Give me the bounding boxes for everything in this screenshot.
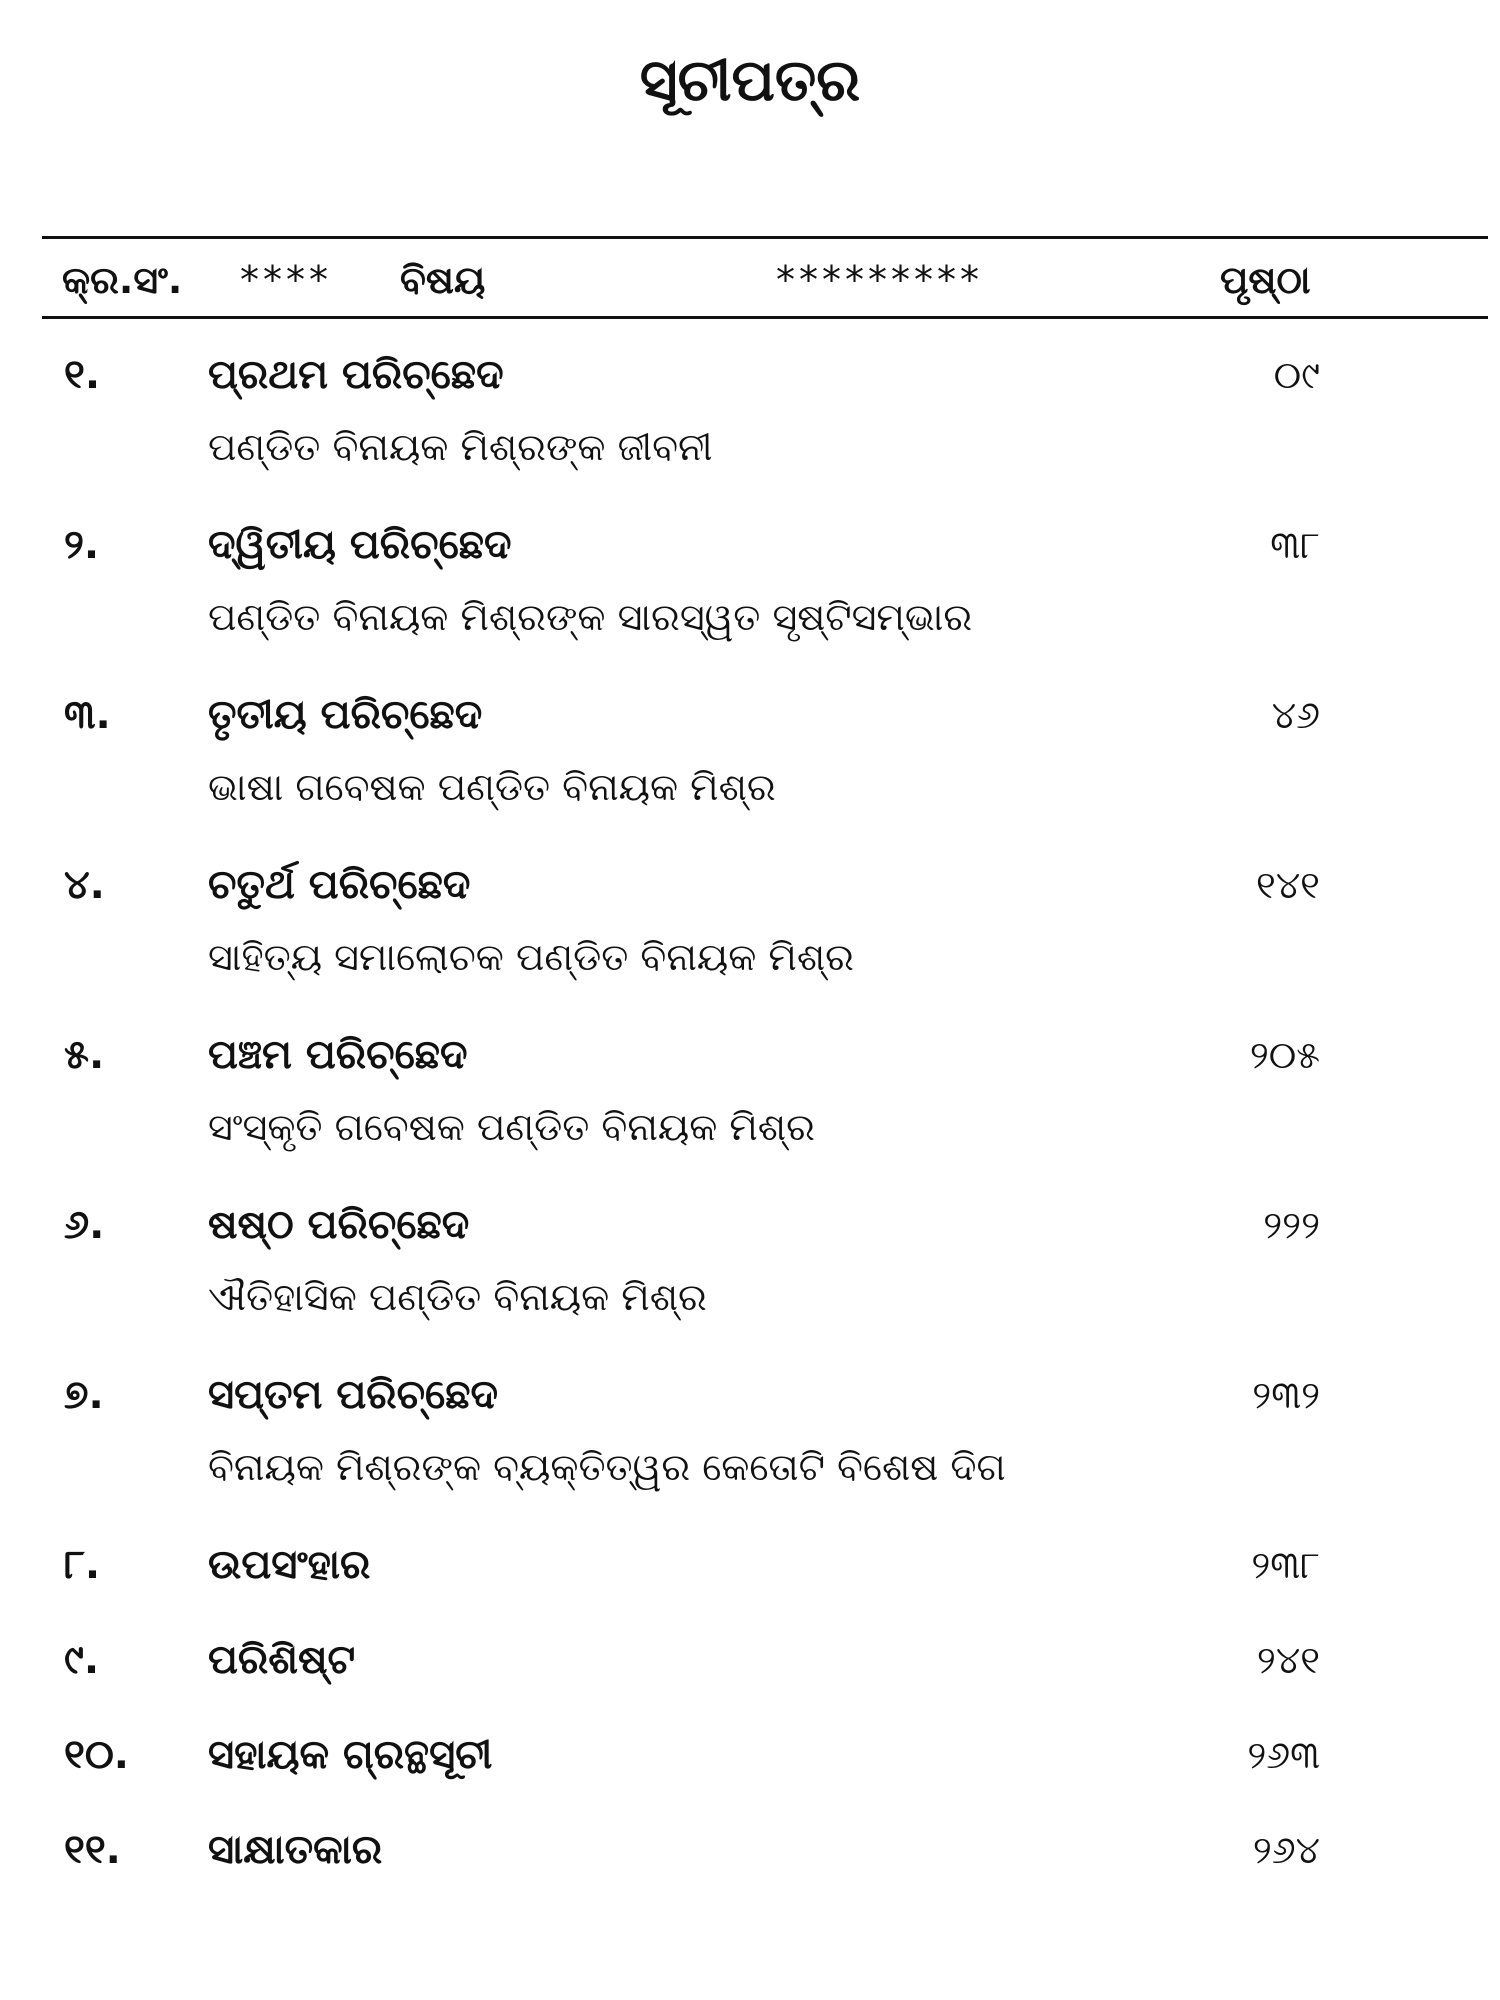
entry-heading: ପରିଶିଷ୍ଟ [208,1637,356,1683]
entry-page: ୨୩୮ [1251,1543,1320,1587]
entry-page: ୨୪୧ [1256,1638,1320,1682]
entry-subtitle: ବିନାୟକ ମିଶ୍ରଙ୍କ ବ୍ୟକ୍ତିତ୍ୱର କେତୋଟି ବିଶେଷ ଦିଗ [208,1445,1006,1489]
entry-number: ୧୦. [64,1732,129,1778]
entry-number: ୨. [64,522,100,568]
entry-page: ୨୨୨ [1263,1203,1320,1247]
entry-heading: ଷଷ୍ଠ ପରିଚ୍ଛେଦ [208,1202,470,1248]
entry-heading: ସପ୍ତମ ପରିଚ୍ଛେଦ [208,1372,498,1418]
entry-heading: ଦ୍ୱିତୀୟ ପରିଚ୍ଛେଦ [208,522,512,568]
header-serial: କ୍ର.ସଂ. [62,258,183,302]
header-bottom-rule [42,316,1488,319]
entry-number: ୮. [64,1542,101,1588]
entry-page: ୧୪୧ [1256,863,1320,907]
entry-page: ୦୯ [1273,353,1320,397]
entry-heading: ଚତୁର୍ଥ ପରିଚ୍ଛେଦ [208,862,471,908]
entry-page: ୨୦୫ [1249,1033,1320,1077]
entry-subtitle: ପଣ୍ଡିତ ବିନାୟକ ମିଶ୍ରଙ୍କ ସାରସ୍ୱତ ସୃଷ୍ଟିସମ୍ଭାର [208,595,973,639]
entry-page: ୪୬ [1271,693,1320,737]
entry-number: ୫. [64,1032,105,1078]
entry-heading: ପ୍ରଥମ ପରିଚ୍ଛେଦ [208,352,504,398]
header-stars-right: ********* [776,258,983,302]
entry-subtitle: ଐତିହାସିକ ପଣ୍ଡିତ ବିନାୟକ ମିଶ୍ର [208,1275,707,1319]
entry-subtitle: ଭାଷା ଗବେଷକ ପଣ୍ଡିତ ବିନାୟକ ମିଶ୍ର [208,765,776,809]
entry-page: ୨୬୩ [1247,1733,1320,1777]
header-stars-left: **** [240,258,332,302]
entry-number: ୪. [64,862,105,908]
page-title: ସୂଚୀପତ୍ର [639,46,861,114]
entry-heading: ପଞ୍ଚମ ପରିଚ୍ଛେଦ [208,1032,468,1078]
entry-number: ୩. [64,692,111,738]
header-subject: ବିଷୟ [400,258,486,302]
entry-number: ୧୧. [64,1827,121,1873]
entry-page: ୩୮ [1270,523,1320,567]
entry-subtitle: ସାହିତ୍ୟ ସମାଲୋଚକ ପଣ୍ଡିତ ବିନାୟକ ମିଶ୍ର [208,935,854,979]
entry-page: ୨୬୪ [1252,1828,1320,1872]
header-page: ପୃଷ୍ଠା [1220,258,1311,302]
table-header [0,248,1500,312]
entry-heading: ସାକ୍ଷାତକାର [208,1827,383,1873]
entry-number: ୯. [64,1637,100,1683]
entry-subtitle: ପଣ୍ଡିତ ବିନାୟକ ମିଶ୍ରଙ୍କ ଜୀବନୀ [208,425,713,469]
entry-number: ୬. [64,1202,105,1248]
toc-list [0,340,1500,1940]
entry-number: ୧. [64,352,101,398]
entry-heading: ଉପସଂହାର [208,1542,371,1588]
entry-subtitle: ସଂସ୍କୃତି ଗବେଷକ ପଣ୍ଡିତ ବିନାୟକ ମିଶ୍ର [208,1105,815,1149]
entry-page: ୨୩୨ [1252,1373,1320,1417]
entry-number: ୭. [64,1372,104,1418]
entry-heading: ତୃତୀୟ ପରିଚ୍ଛେଦ [208,692,483,738]
entry-heading: ସହାୟକ ଗ୍ରନ୍ଥସୂଚୀ [208,1732,493,1778]
header-top-rule [42,236,1488,239]
